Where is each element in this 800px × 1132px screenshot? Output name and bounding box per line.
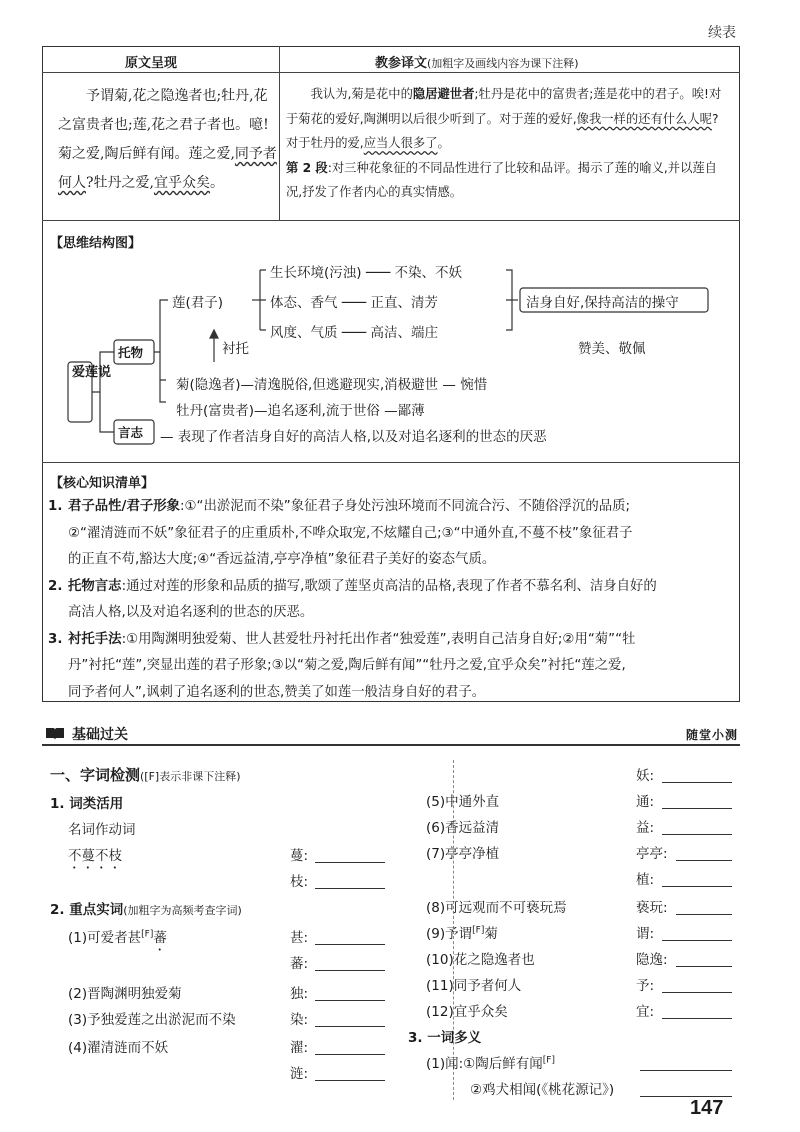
question-sup: [F] (542, 1055, 555, 1066)
item-text: 同予者何人”,讽刺了追名逐利的世态,赞美了如莲一般洁身自好的君子。 (68, 684, 486, 700)
mindmap-title: 【思维结构图】 (50, 236, 142, 251)
branch-a: 体态、香气 (270, 295, 338, 311)
branch-a: 风度、气质 (270, 325, 338, 341)
original-segment: 予谓菊,花之隐逸者也;牡丹,花之富贵者也;莲,花之君子者也。噫!菊之爱,陶后鲜有闻。莲之爱, (58, 88, 269, 162)
answer-label: 植: (636, 872, 655, 888)
practice-header-band (42, 722, 740, 746)
answer-blank[interactable] (315, 888, 385, 889)
table-header-original: 原文呈现 (125, 56, 178, 71)
question-main: (1)闻:①陶后鲜有闻 (426, 1056, 543, 1072)
answer-blank[interactable] (315, 970, 385, 971)
item-text: :通过对莲的形象和品质的描写,歌颂了莲坚贞高洁的品格,表现了作者不慕名利、洁身自好的 (121, 578, 657, 594)
bracket (506, 270, 512, 330)
connector (154, 300, 168, 352)
answer-blank[interactable] (662, 1018, 732, 1019)
answer-label: 妖: (636, 768, 655, 784)
divider (42, 72, 740, 73)
mindmap-yanzhi-text: — 表现了作者洁身自好的高洁人格,以及对追名逐利的世态的厌恶 (160, 429, 547, 445)
divider (279, 46, 280, 220)
answer-blank[interactable] (315, 1026, 385, 1027)
original-segment: ?牡丹之爱, (86, 175, 154, 191)
question-text: (5)中通外直 (426, 794, 500, 810)
item-title: 托物言志 (68, 578, 122, 594)
translation-segment: ;牡丹是花中的富贵者;莲是花中的君子。唉!对于菊花的爱好,陶渊明以后很少听到了。对于莲的爱好, (286, 87, 722, 126)
answer-blank[interactable] (315, 862, 385, 863)
translation-segment: 我认为,菊是花中的 (310, 87, 413, 101)
item-text: 丹”衬托“莲”,突显出莲的君子形象;③以“菊之爱,陶后鲜有闻”“牡丹之爱,宜乎众矣”衬托“莲之爱, (68, 658, 626, 673)
knowledge-title: 【核心知识清单】 (50, 476, 155, 491)
practice-header-right: 随堂小测 (685, 728, 738, 742)
answer-label: 独: (290, 986, 309, 1002)
question-sup: [F] (141, 929, 154, 940)
subsection-title: 1. 词类活用 (50, 796, 124, 812)
item-number: 2. (48, 578, 63, 594)
knowledge-item (48, 574, 738, 601)
branch-b: 高洁、端庄 (370, 325, 438, 341)
mindmap-branch: 生长环境(污浊) ─── 不染、不妖 (270, 265, 463, 281)
answer-label: 染: (290, 1012, 309, 1028)
question-text: (8)可远观而不可亵玩焉 (426, 900, 567, 916)
question-text: (4)濯清涟而不妖 (68, 1040, 169, 1056)
question-text: (10)花之隐逸者也 (426, 952, 535, 968)
part1-title-text: 一、字词检测 (50, 766, 141, 784)
subsection-sub: 名词作动词 (68, 822, 136, 838)
question-tail: 蕃 (153, 930, 167, 946)
translation-underlined: 应当人很多了 (363, 136, 438, 151)
subsection-title: 3. 一词多义 (408, 1030, 482, 1046)
para2-label: 第 2 段 (286, 160, 328, 175)
connector (160, 380, 166, 402)
item-text: 的正直不苟,豁达大度;④“香远益清,亭亭净植”象征君子美好的姿态气质。 (68, 552, 496, 567)
translation-text (286, 82, 726, 205)
subsection-note: (加粗字为高频考查字词) (123, 904, 242, 917)
divider (42, 462, 740, 463)
translation-bold: 隐居避世者 (412, 87, 475, 101)
para2-text: :对三种花象征的不同品性进行了比较和品评。揭示了莲的喻义,并以莲自况,抒发了作者内心的真实情感。 (286, 160, 717, 200)
subsection-title-text: 2. 重点实词 (50, 902, 124, 918)
answer-label: 亵玩: (636, 900, 668, 916)
answer-blank[interactable] (662, 834, 732, 835)
answer-label: 涟: (290, 1066, 309, 1082)
answer-label: 宜: (636, 1004, 655, 1020)
translation-segment: 。 (437, 136, 450, 151)
answer-label: 隐逸: (636, 952, 668, 968)
translation-header-label: 教参译文 (375, 56, 428, 71)
knowledge-item (48, 627, 738, 654)
item-number: 3. (48, 631, 63, 647)
answer-label: 濯: (290, 1040, 309, 1056)
question-text: (7)亭亭净植 (426, 846, 500, 862)
branch-b: 正直、清芳 (370, 295, 438, 311)
mindmap-yanzhi: 言志 (118, 425, 144, 440)
question-text: ②鸡犬相闻(《桃花源记》) (470, 1082, 615, 1098)
answer-blank[interactable] (676, 966, 732, 967)
item-text: ②“濯清涟而不妖”象征君子的庄重质朴,不哗众取宠,不炫耀自己;③“中通外直,不蔓不枝”象征君子 (68, 525, 633, 541)
original-underlined: 宜乎众矣 (153, 175, 210, 191)
question-main: (9)予谓 (426, 926, 473, 942)
answer-label: 枝: (290, 874, 309, 890)
mindmap-root: 爱莲说 (72, 365, 112, 380)
original-underlined: 同予者何人 (58, 146, 277, 191)
connector (100, 392, 114, 432)
question-text (426, 1052, 555, 1072)
answer-blank[interactable] (662, 992, 732, 993)
answer-label: 甚: (290, 930, 309, 946)
question-text: (11)同予者何人 (426, 978, 522, 994)
question-text: (2)晋陶渊明独爱菊 (68, 986, 182, 1002)
question-text: 不蔓不枝 (68, 848, 122, 864)
mindmap-contrast: 衬托 (222, 341, 249, 357)
knowledge-list (48, 494, 738, 706)
subsection-title (50, 898, 242, 918)
question-text (426, 922, 498, 942)
answer-blank[interactable] (315, 1000, 385, 1001)
answer-label: 谓: (636, 926, 655, 942)
connector (160, 352, 166, 380)
practice-header: 基础过关 (72, 727, 128, 743)
answer-blank[interactable] (315, 1080, 385, 1081)
knowledge-item (48, 494, 738, 521)
question-sup: [F] (472, 925, 485, 936)
answer-label: 蕃: (290, 956, 309, 972)
page-number: 147 (690, 1097, 724, 1119)
item-text: :①“出淤泥而不染”象征君子身处污浊环境而不同流合污、不随俗浮沉的品质; (180, 499, 631, 514)
question-text (68, 926, 167, 954)
mindmap-conclusion: 洁身自好,保持高洁的操守 (526, 295, 679, 311)
translation-underlined: 像我一样的还有什么人呢 (576, 111, 712, 126)
question-main: (1)可爱者甚 (68, 930, 142, 946)
item-number: 1. (48, 499, 63, 514)
question-text: (6)香远益清 (426, 820, 500, 836)
mindmap-chrysanthemum: 菊(隐逸者)—清逸脱俗,但逃避现实,消极避世 — 惋惜 (176, 377, 488, 393)
answer-blank[interactable] (676, 914, 732, 915)
item-title: 衬托手法 (68, 631, 122, 647)
branch-b: 不染、不妖 (394, 265, 463, 281)
mindmap-peony: 牡丹(富贵者)—追名逐利,流于世俗 —鄙薄 (176, 403, 425, 419)
answer-blank[interactable] (662, 940, 732, 941)
answer-blank[interactable] (662, 782, 732, 783)
answer-label: 亭亭: (636, 846, 668, 862)
original-text (58, 82, 278, 198)
answer-blank[interactable] (640, 1070, 732, 1071)
bracket (260, 270, 266, 330)
part1-title (50, 764, 241, 785)
question-text: (12)宜乎众矣 (426, 1004, 508, 1020)
mindmap-tuowu: 托物 (118, 345, 144, 360)
original-segment: 。 (209, 175, 224, 191)
continued-label: 续表 (708, 25, 736, 41)
mindmap-branch: 体态、香气 ─── 正直、清芳 (270, 295, 438, 311)
answer-blank[interactable] (662, 886, 732, 887)
mindmap-branch: 风度、气质 ─── 高洁、端庄 (270, 325, 438, 341)
answer-label: 予: (636, 978, 655, 994)
table-header-translation (375, 52, 579, 71)
part1-note: ([F]表示非课下注释) (140, 770, 241, 783)
translation-segment: ?对于牡丹的爱, (286, 111, 719, 151)
translation-header-note: (加粗字及画线内容为课下注释) (427, 57, 579, 70)
item-text: :①用陶渊明独爱菊、世人甚爱牡丹衬托出作者“独爱莲”,表明自己洁身自好;②用“菊”“牡 (121, 631, 636, 647)
item-text: 高洁人格,以及对追名逐利的世态的厌恶。 (68, 605, 314, 620)
answer-blank[interactable] (315, 1054, 385, 1055)
branch-a: 生长环境(污浊) (270, 265, 362, 281)
answer-label: 益: (636, 820, 655, 836)
question-tail: 菊 (484, 926, 498, 942)
mindmap-praise: 赞美、敬佩 (578, 341, 646, 357)
answer-blank[interactable] (315, 944, 385, 945)
answer-label: 蔓: (290, 848, 309, 864)
mindmap-lotus: 莲(君子) (172, 295, 224, 311)
item-title: 君子品性/君子形象 (68, 499, 181, 514)
answer-blank[interactable] (662, 808, 732, 809)
arrowhead (210, 330, 218, 338)
answer-label: 通: (636, 794, 655, 810)
answer-blank[interactable] (676, 860, 732, 861)
question-text: (3)予独爱莲之出淤泥而不染 (68, 1012, 236, 1028)
book-icon (44, 726, 66, 742)
